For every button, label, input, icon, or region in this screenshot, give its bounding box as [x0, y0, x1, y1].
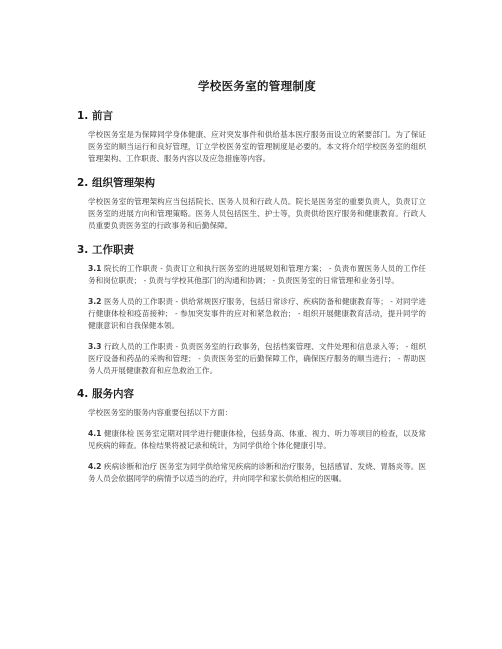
section-organization: [77, 175, 426, 232]
paragraph-text: 健康体检 医务室定期对同学进行健康体检，包括身高、体重、视力、听力等项目的检查，以及常见疾病的筛查。体检结果将被记录和统计，为同学供给个体化健康引导。: [88, 429, 426, 450]
paragraph: [88, 296, 426, 332]
paragraph-text: 行政人员的工作职责 - 负责医务室的行政事务，包括档案管理、文件处理和信息录入等； - 组织医疗设备和药品的采购和管理； - 负责医务室的后勤保障工作，确保医疗服务的顺当进行； - 帮助医务人员开展健康教育和应急救治工作。: [88, 342, 426, 375]
section-heading: 1. 前言: [77, 110, 113, 122]
paragraph: [88, 263, 426, 287]
section-responsibilities: [77, 242, 426, 377]
paragraph-text: 医务人员的工作职责 - 供给常规医疗服务，包括日常诊疗、疾病防备和健康教育等； - 对同学进行健康体检和疫苗接种； - 参加突发事件的应对和紧急救治； - 组织开展健康教育活动，提升同学的健康意识和自我保健本领。: [88, 297, 426, 330]
paragraph: [88, 407, 426, 419]
paragraph-text: 院长的工作职责 - 负责订立和执行医务室的进展规划和管理方案； - 负责布置医务人员的工作任务和岗位职责； - 负责与学校其他部门的沟通和协调； - 负责医务室的日常管理和业务引导。: [88, 264, 426, 285]
paragraph-number: 3.2: [88, 297, 102, 306]
paragraph-number: 4.1: [88, 429, 102, 438]
paragraph: [88, 461, 426, 485]
document-title: 学校医务室的管理制度: [198, 79, 316, 93]
paragraph: [88, 129, 426, 165]
paragraph-text: 学校医务室的管理架构应当包括院长、医务人员和行政人员。院长是医务室的重要负责人，负责订立医务室的进展方向和管理策略。医务人员包括医生、护士等，负责供给医疗服务和健康教育。行政人员重要负责医务室的行政事务和后勤保障。: [88, 197, 426, 230]
paragraph-number: 3.1: [88, 264, 102, 273]
paragraph: [88, 196, 426, 232]
paragraph-text: 学校医务室是为保障同学身体健康、应对突发事件和供给基本医疗服务而设立的紧要部门。为了保证医务室的顺当运行和良好管理，订立学校医务室的管理制度是必要的。本文将介绍学校医务室的组织管理架构、工作职责、服务内容以及应急措施等内容。: [88, 130, 426, 163]
section-heading: 2. 组织管理架构: [77, 177, 155, 189]
paragraph-text: 疾病诊断和治疗 医务室为同学供给常见疾病的诊断和治疗服务，包括感冒、发烧、胃肠炎等。医务人员会依据同学的病情予以适当的治疗，并向同学和家长供给相应的医嘱。: [88, 462, 426, 483]
section-heading: 3. 工作职责: [77, 244, 134, 256]
paragraph: [88, 341, 426, 377]
section-heading: 4. 服务内容: [77, 388, 134, 400]
section-intro: [77, 108, 426, 165]
document-page: [77, 78, 426, 494]
paragraph-number: 3.3: [88, 342, 102, 351]
paragraph: [88, 428, 426, 452]
section-services: [77, 386, 426, 485]
paragraph-text: 学校医务室的服务内容重要包括以下方面：: [88, 408, 233, 417]
paragraph-number: 4.2: [88, 462, 102, 471]
